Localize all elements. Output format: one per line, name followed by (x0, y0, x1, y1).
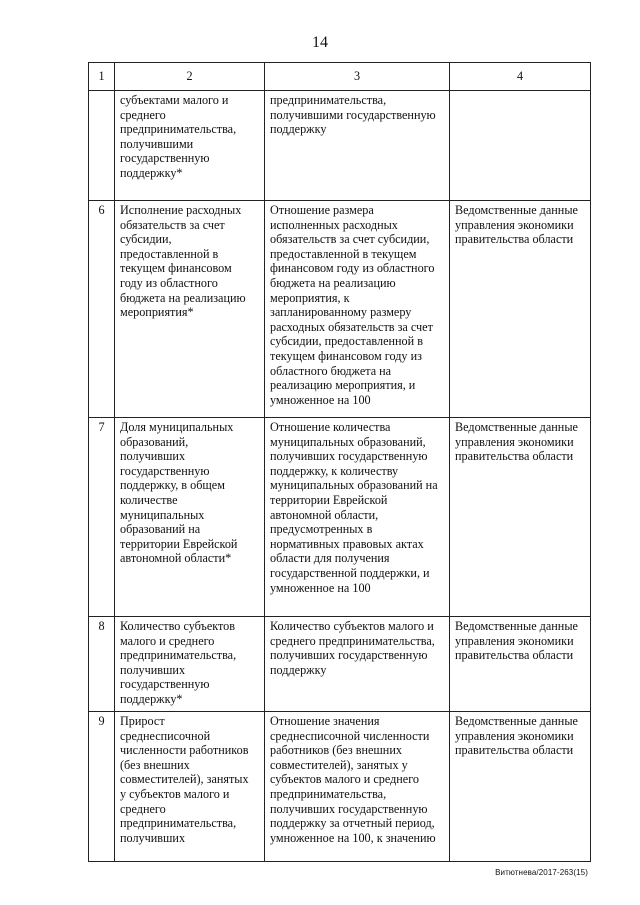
indicator-text: Исполнение расходных обязательств за счет субсидии, предоставленной в текущем финансовом году из областного бюджета на реализацию мероприятия* (120, 203, 246, 320)
row-number: 7 (89, 418, 115, 617)
table-row-continuation (89, 91, 591, 201)
indicator-text: Доля муниципальных образований, получивших государственную поддержку, в общем количестве муниципальных образований на территории Еврейской автономной области* (120, 420, 238, 566)
source-cell (450, 201, 591, 418)
method-text: Количество субъектов малого и среднего предпринимательства, получивших государственную поддержку (270, 619, 435, 677)
indicator-text: Прирост среднесписочной численности работников (без внешних совместителей), занятых у субъектов малого и среднего предпринимательства, получивших (120, 714, 249, 845)
row-number: 9 (89, 712, 115, 862)
table-row (89, 418, 591, 617)
column-header-1: 1 (89, 63, 115, 91)
source-text: Ведомственные данные управления экономики правительства области (455, 203, 578, 247)
indicator-cell (115, 91, 265, 201)
method-text: Отношение размера исполненных расходных обязательств за счет субсидии, предоставленной в текущем финансовом году из областного бюджета на реализацию мероприятия, к запланированному размеру расходных обязательств за счет субсидии, предоставленной в текущем финансовом году из областного бюджета на реализацию мероприятия, и умноженное на 100 (270, 203, 435, 407)
indicator-cell (115, 712, 265, 862)
table-row (89, 617, 591, 712)
indicator-cell (115, 418, 265, 617)
page-number: 14 (312, 34, 328, 51)
method-cell (265, 201, 450, 418)
source-text: Ведомственные данные управления экономики правительства области (455, 619, 578, 663)
method-cell (265, 418, 450, 617)
source-cell (450, 712, 591, 862)
method-cell (265, 712, 450, 862)
row-number (89, 91, 115, 201)
source-text: Ведомственные данные управления экономики правительства области (455, 420, 578, 464)
column-header-4: 4 (450, 63, 591, 91)
source-text: Ведомственные данные управления экономики правительства области (455, 714, 578, 758)
method-cell (265, 91, 450, 201)
row-number: 6 (89, 201, 115, 418)
source-cell (450, 617, 591, 712)
method-text: предпринимательства, получившими государственную поддержку (270, 93, 436, 137)
document-footer-code: Витютнева/2017-263(15) (495, 868, 588, 877)
table-header-row (89, 63, 591, 91)
indicators-table (88, 62, 591, 862)
indicator-text: Количество субъектов малого и среднего предпринимательства, получивших государственную поддержку* (120, 619, 237, 706)
method-cell (265, 617, 450, 712)
table-row (89, 201, 591, 418)
indicator-text: субъектами малого и среднего предпринимательства, получившими государственную поддержку* (120, 93, 237, 180)
method-text: Отношение количества муниципальных образований, получивших государственную поддержку, к количеству муниципальных образований на территории Еврейской автономной области, предусмотренных в нормативных правовых актах области для получения государственной поддержки, и умноженное на 100 (270, 420, 438, 595)
source-cell (450, 91, 591, 201)
source-cell (450, 418, 591, 617)
method-text: Отношение значения среднесписочной численности работников (без внешних совместителей), занятых у субъектов малого и среднего предпринимательства, получивших государственную поддержку за отчетный период, умноженное на 100, к значению (270, 714, 436, 845)
column-header-3: 3 (265, 63, 450, 91)
column-header-2: 2 (115, 63, 265, 91)
row-number: 8 (89, 617, 115, 712)
table-row (89, 712, 591, 862)
indicator-cell (115, 201, 265, 418)
indicator-cell (115, 617, 265, 712)
